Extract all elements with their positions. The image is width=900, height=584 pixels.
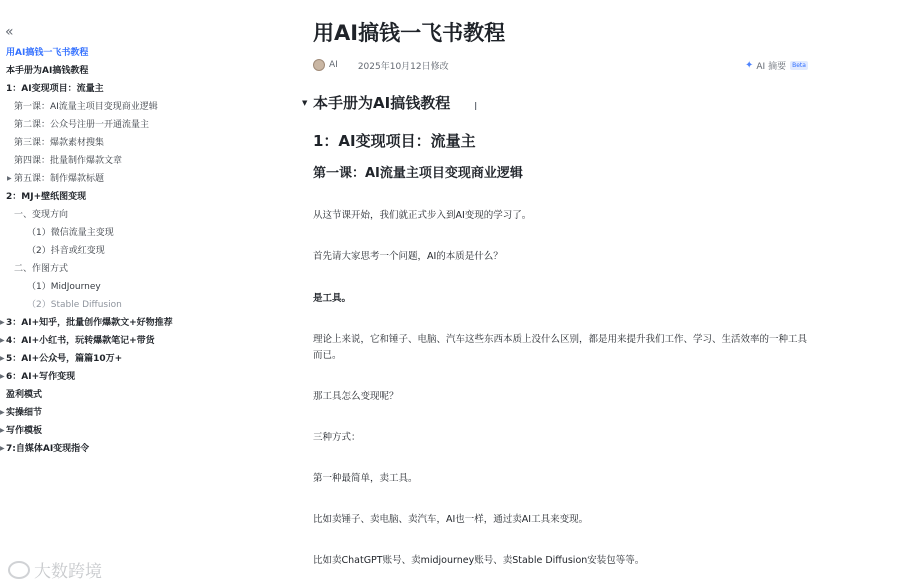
toc-item[interactable] xyxy=(0,332,190,350)
expand-arrow-icon[interactable]: ▶ xyxy=(0,373,5,380)
toc-item-label: （1）微信流量主变现 xyxy=(27,228,114,238)
collapse-sidebar-icon[interactable]: « xyxy=(5,24,14,40)
doc-meta xyxy=(313,57,449,73)
heading-1: 本手册为AI搞钱教程 xyxy=(313,94,451,112)
toc-item[interactable] xyxy=(0,206,190,224)
toc-item-label: 4：AI+小红书，玩转爆款笔记+带货 xyxy=(6,336,155,346)
toc-item[interactable] xyxy=(0,368,190,386)
toc-item-label: 1：AI变现项目：流量主 xyxy=(6,84,104,94)
toc-item[interactable] xyxy=(0,278,190,296)
modified-date: 2025年10月12日修改 xyxy=(357,61,449,72)
toc-item-label: 5：AI+公众号，篇篇10万+ xyxy=(6,354,123,364)
toc-item-label: 一、变现方向 xyxy=(14,210,69,220)
paragraph: 理论上来说，它和锤子、电脑、汽车这些东西本质上没什么区别，都是用来提升我们工作、学习、生活效率的一种工具而已。 xyxy=(313,334,808,361)
paragraph: 首先请大家思考一个问题，AI的本质是什么？ xyxy=(313,251,503,262)
toc-item[interactable] xyxy=(0,224,190,242)
sparkle-icon: ✦ xyxy=(745,60,754,71)
watermark xyxy=(8,557,102,582)
heading-2: 1：AI变现项目：流量主 xyxy=(313,132,476,150)
toc-item[interactable] xyxy=(0,350,190,368)
ai-summary-label: AI 摘要 xyxy=(756,62,787,72)
text-cursor-icon: I xyxy=(474,100,478,113)
toc-item[interactable] xyxy=(0,422,190,440)
avatar[interactable] xyxy=(313,59,325,71)
toc-item-label: 第四课：批量制作爆款文章 xyxy=(14,156,123,166)
toc-item-label: 6：AI+写作变现 xyxy=(6,372,76,382)
heading-3: 第一课：AI流量主项目变现商业逻辑 xyxy=(313,166,523,181)
author-name[interactable]: AI xyxy=(329,60,338,70)
toc-item[interactable] xyxy=(0,296,190,314)
page-title: 用AI搞钱一飞书教程 xyxy=(313,21,506,45)
toc-item[interactable] xyxy=(0,386,190,404)
paragraph: 那工具怎么变现呢？ xyxy=(313,391,399,402)
toc-item[interactable] xyxy=(0,116,190,134)
toc-item-label: 第三课：爆款素材搜集 xyxy=(14,138,105,148)
toc-item-label: 第二课：公众号注册一开通流量主 xyxy=(14,120,150,130)
toc-item-label: 用AI搞钱一飞书教程 xyxy=(6,48,89,58)
toc-item-label: 第一课：AI流量主项目变现商业逻辑 xyxy=(14,102,158,112)
toc-item[interactable] xyxy=(0,170,190,188)
toc-item-label: 2：MJ+壁纸图变现 xyxy=(6,192,87,202)
toc-item-label: （2）Stable Diffusion xyxy=(27,300,122,310)
logo-ring-icon xyxy=(8,561,30,579)
toc-item-label: 实操细节 xyxy=(6,408,43,418)
toc-item[interactable] xyxy=(0,314,190,332)
paragraph: 比如卖ChatGPT账号、卖midjourney账号、卖Stable Diffusion安装包等等。 xyxy=(313,555,645,566)
expand-arrow-icon[interactable]: ▶ xyxy=(0,427,5,434)
toc-item[interactable] xyxy=(0,98,190,116)
toc-item[interactable] xyxy=(0,440,190,458)
heading-collapse-icon[interactable]: ▼ xyxy=(302,99,308,107)
expand-arrow-icon[interactable]: ▶ xyxy=(7,175,12,182)
toc-item-label: （2）抖音或红变现 xyxy=(27,246,105,256)
toc-item-label: 盈利模式 xyxy=(6,390,43,400)
toc-item[interactable] xyxy=(0,404,190,422)
paragraph: 三种方式： xyxy=(313,432,361,443)
toc-item[interactable] xyxy=(0,188,190,206)
table-of-contents xyxy=(0,44,190,458)
toc-item[interactable] xyxy=(0,80,190,98)
toc-item[interactable] xyxy=(0,134,190,152)
toc-item-label: 写作模板 xyxy=(6,426,43,436)
paragraph: 比如卖锤子、卖电脑、卖汽车，AI也一样，通过卖AI工具来变现。 xyxy=(313,514,589,525)
paragraph: 是工具。 xyxy=(313,293,352,304)
toc-item-label: 第五课：制作爆款标题 xyxy=(14,174,105,184)
ai-summary-button[interactable] xyxy=(745,59,808,72)
beta-badge: Beta xyxy=(792,62,806,69)
expand-arrow-icon[interactable]: ▶ xyxy=(0,445,5,452)
toc-item-label: 7:自媒体AI变现指令 xyxy=(6,444,90,454)
toc-item[interactable] xyxy=(0,62,190,80)
expand-arrow-icon[interactable]: ▶ xyxy=(0,409,5,416)
toc-item-label: （1）MidJourney xyxy=(27,282,101,292)
expand-arrow-icon[interactable]: ▶ xyxy=(0,355,5,362)
toc-item[interactable] xyxy=(0,44,190,62)
paragraph: 从这节课开始，我们就正式步入到AI变现的学习了。 xyxy=(313,210,532,221)
toc-item-label: 3：AI+知乎，批量创作爆款文+好物推荐 xyxy=(6,318,173,328)
toc-item[interactable] xyxy=(0,242,190,260)
toc-item-label: 本手册为AI搞钱教程 xyxy=(6,66,89,76)
expand-arrow-icon[interactable]: ▶ xyxy=(0,319,5,326)
paragraph: 第一种最简单，卖工具。 xyxy=(313,473,418,484)
watermark-text: 大数跨境 xyxy=(34,562,102,582)
sidebar-outline xyxy=(0,0,190,584)
expand-arrow-icon[interactable]: ▶ xyxy=(0,337,5,344)
toc-item[interactable] xyxy=(0,260,190,278)
toc-item-label: 二、作图方式 xyxy=(14,264,69,274)
toc-item[interactable] xyxy=(0,152,190,170)
